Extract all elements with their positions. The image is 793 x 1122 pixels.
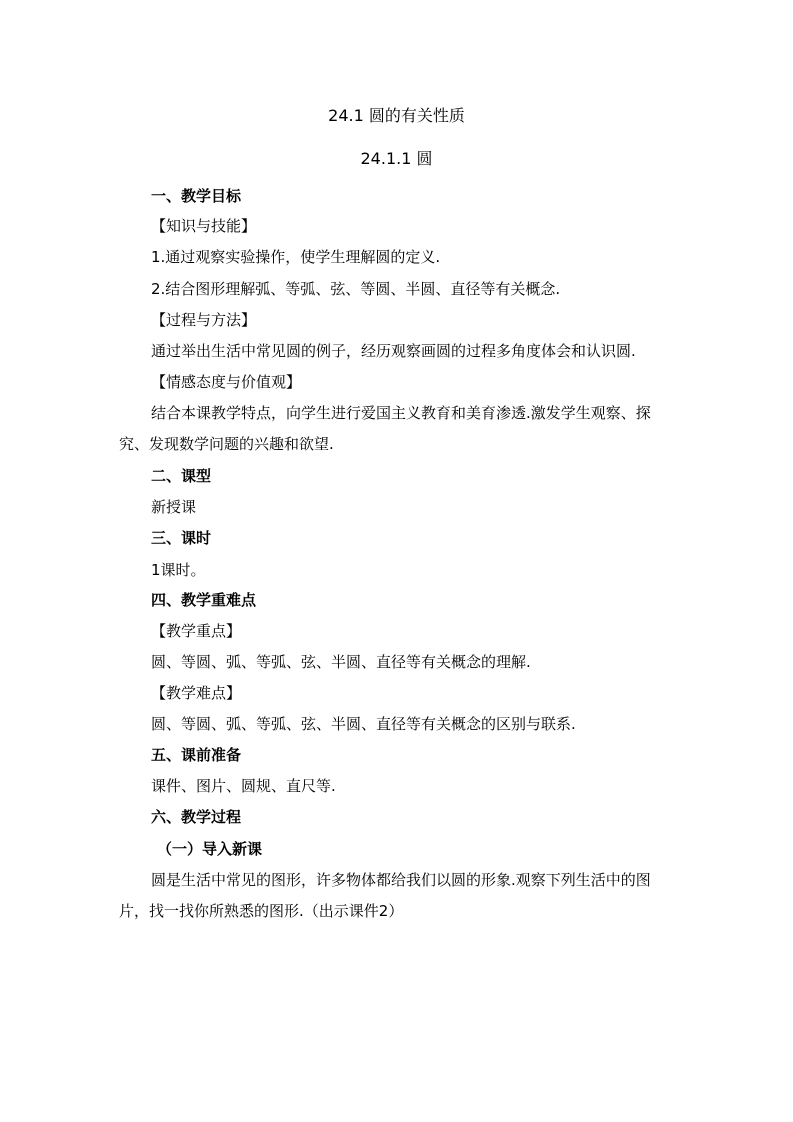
prep-heading: 五、课前准备: [151, 746, 242, 764]
process-text: 通过举出生活中常见圆的例子，经历观察画圆的过程多角度体会和认识圆.: [151, 342, 636, 360]
key-heading: 【教学重点】: [151, 622, 242, 640]
difficulty-heading: 【教学难点】: [151, 684, 242, 702]
key-text: 圆、等圆、弧、等弧、弦、半圆、直径等有关概念的理解.: [151, 653, 531, 671]
emotion-heading: 【情感态度与价值观】: [151, 373, 302, 391]
intro-heading: （一）导入新课: [157, 840, 263, 858]
difficulty-text: 圆、等圆、弧、等弧、弦、半圆、直径等有关概念的区别与联系.: [151, 715, 576, 733]
process-main-heading: 六、教学过程: [151, 808, 242, 826]
document-title: 24.1 圆的有关性质: [328, 106, 465, 125]
hours-heading: 三、课时: [151, 529, 212, 547]
intro-text: 圆是生活中常见的图形，许多物体都给我们以圆的形象.观察下列生活中的图片，找一找你所熟悉的图形.（出示课件2）: [119, 871, 651, 920]
document-subtitle: 24.1.1 圆: [360, 149, 433, 168]
knowledge-heading: 【知识与技能】: [151, 217, 257, 235]
type-text: 新授课: [151, 498, 197, 516]
prep-text: 课件、图片、圆规、直尺等.: [151, 777, 336, 795]
knowledge-item-1: 1.通过观察实验操作，使学生理解圆的定义.: [151, 248, 441, 266]
knowledge-item-2: 2.结合图形理解弧、等弧、弦、等圆、半圆、直径等有关概念.: [151, 280, 561, 298]
focus-heading: 四、教学重难点: [151, 591, 257, 609]
process-heading: 【过程与方法】: [151, 311, 257, 329]
hours-text: 1课时。: [151, 561, 206, 579]
type-heading: 二、课型: [151, 467, 212, 485]
emotion-text: 结合本课教学特点，向学生进行爱国主义教育和美育渗透.激发学生观察、探究、发现数学问题的兴趣和欲望.: [119, 404, 651, 453]
goals-heading: 一、教学目标: [151, 187, 242, 205]
